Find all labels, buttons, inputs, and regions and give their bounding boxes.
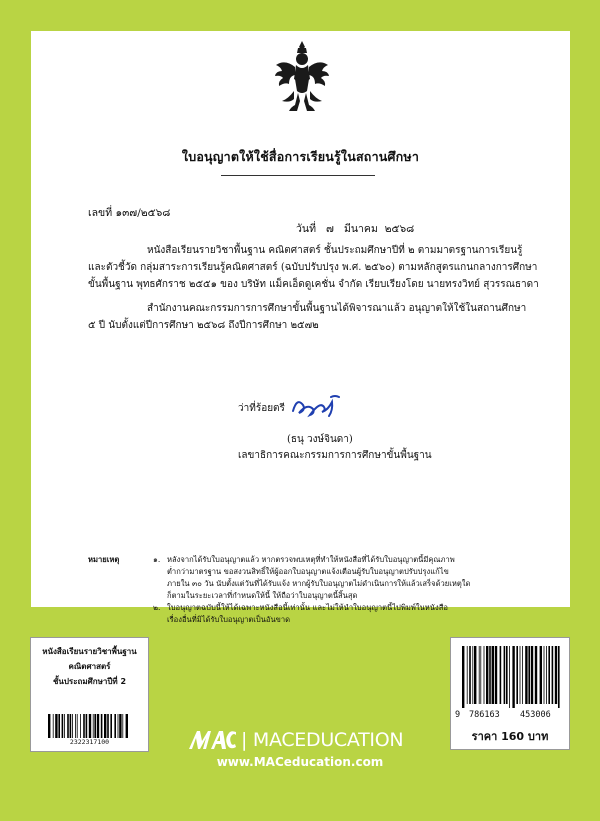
paragraph-line: ๕ ปี นับตั้งแต่ปีการศึกษา ๒๕๖๘ ถึงปีการศึกษา ๒๕๗๒ [88, 320, 319, 331]
book-grade-line: ชั้นประถมศึกษาปีที่ 2 [52, 677, 127, 686]
isbn-barcode-icon [461, 646, 561, 708]
remark-number: ๒. [153, 603, 161, 612]
publisher-name: MACEDUCATION [252, 729, 404, 751]
signer-position: เลขาธิการคณะกรรมการการศึกษาขั้นพื้นฐาน [238, 450, 432, 461]
book-info-label [30, 637, 149, 752]
signer-name: (ธนุ วงษ์จินดา) [287, 434, 353, 445]
remark-line: ต่ำกว่ามาตรฐาน ขอสงวนสิทธิ์ให้ผู้ออกใบอนุญาตแจ้งเตือนผู้รับใบอนุญาตปรับปรุงแก้ไข [167, 567, 449, 576]
remark-line: หลังจากได้รับใบอนุญาตแล้ว หากตรวจพบเหตุที่ทำให้หนังสือที่ได้รับใบอนุญาตนี้มีคุณภาพ [167, 555, 455, 564]
title-underline [221, 175, 375, 176]
isbn-group-left: 786163 [469, 710, 500, 720]
remark-number: ๑. [153, 555, 161, 564]
publisher-website-link[interactable]: www.MACeducation.com [216, 755, 384, 769]
paragraph-line: ขั้นพื้นฐาน พุทธศักราช ๒๕๕๑ ของ บริษัท แม็คเอ็ดดูเคชั่น จำกัด เรียบเรียงโดย นายทรงวิทย์ สุวรรณธาดา [88, 279, 539, 290]
paragraph-line: และตัวชี้วัด กลุ่มสาระการเรียนรู้คณิตศาสตร์ (ฉบับปรับปรุง พ.ศ. ๒๕๖๐) ตามหลักสูตรแกนกลางการศึกษา [88, 262, 538, 273]
license-number: เลขที่ ๑๓๗/๒๕๖๘ [88, 207, 171, 219]
book-description-paragraph [88, 242, 539, 293]
logo-divider: | [241, 729, 248, 751]
garuda-emblem-icon [274, 39, 330, 113]
date-month: มีนาคม [343, 223, 378, 235]
isbn-first-digit: 9 [455, 710, 461, 720]
remark-line: ภายใน ๓๐ วัน นับตั้งแต่วันที่ได้รับแจ้ง หากผู้รับใบอนุญาตไม่ดำเนินการให้แล้วเสร็จด้วยเหตุใด [167, 579, 471, 588]
remark-line: ใบอนุญาตฉบับนี้ให้ได้เฉพาะหนังสือนี้เท่านั้น และไม่ให้นำใบอนุญาตนี้ไปพิมพ์ในหนังสือ [167, 603, 448, 612]
remarks-heading: หมายเหตุ [88, 555, 120, 564]
product-code: 2322317100 [69, 738, 110, 746]
date-year: ๒๕๖๘ [384, 223, 415, 235]
approval-paragraph [88, 300, 526, 334]
isbn-barcode-box [450, 637, 570, 750]
remark-line: ก็ตามในระยะเวลาที่กำหนดให้นี้ ให้ถือว่าใบอนุญาตนี้สิ้นสุด [167, 591, 358, 600]
publisher-logo [189, 728, 419, 750]
product-barcode-icon [47, 714, 132, 738]
book-title-line: คณิตศาสตร์ [68, 662, 111, 671]
book-subject-line: หนังสือเรียนรายวิชาพื้นฐาน [42, 647, 137, 656]
issue-date [296, 220, 414, 237]
signer-rank: ว่าที่ร้อยตรี [238, 403, 285, 414]
mac-logo-mark-icon [189, 729, 237, 749]
document-title: ใบอนุญาตให้ใช้สื่อการเรียนรู้ในสถานศึกษา [181, 149, 420, 164]
date-day: ๗ [326, 223, 334, 235]
remark-line: เรื่องอื่นที่มิได้รับใบอนุญาตเป็นอันขาด [167, 615, 291, 624]
isbn-group-right: 453006 [520, 710, 551, 720]
handwritten-signature-icon [287, 391, 347, 423]
paragraph-line: หนังสือเรียนรายวิชาพื้นฐาน คณิตศาสตร์ ชั้นประถมศึกษาปีที่ ๒ ตามมาตรฐานการเรียนรู้ [147, 245, 523, 256]
date-label: วันที่ [296, 223, 316, 235]
publisher-logo-text [241, 729, 403, 751]
license-document [31, 31, 570, 624]
paragraph-line: สำนักงานคณะกรรมการการศึกษาขั้นพื้นฐานได้พิจารณาแล้ว อนุญาตให้ใช้ในสถานศึกษา [147, 303, 527, 314]
book-price: ราคา 160 บาท [471, 730, 549, 743]
